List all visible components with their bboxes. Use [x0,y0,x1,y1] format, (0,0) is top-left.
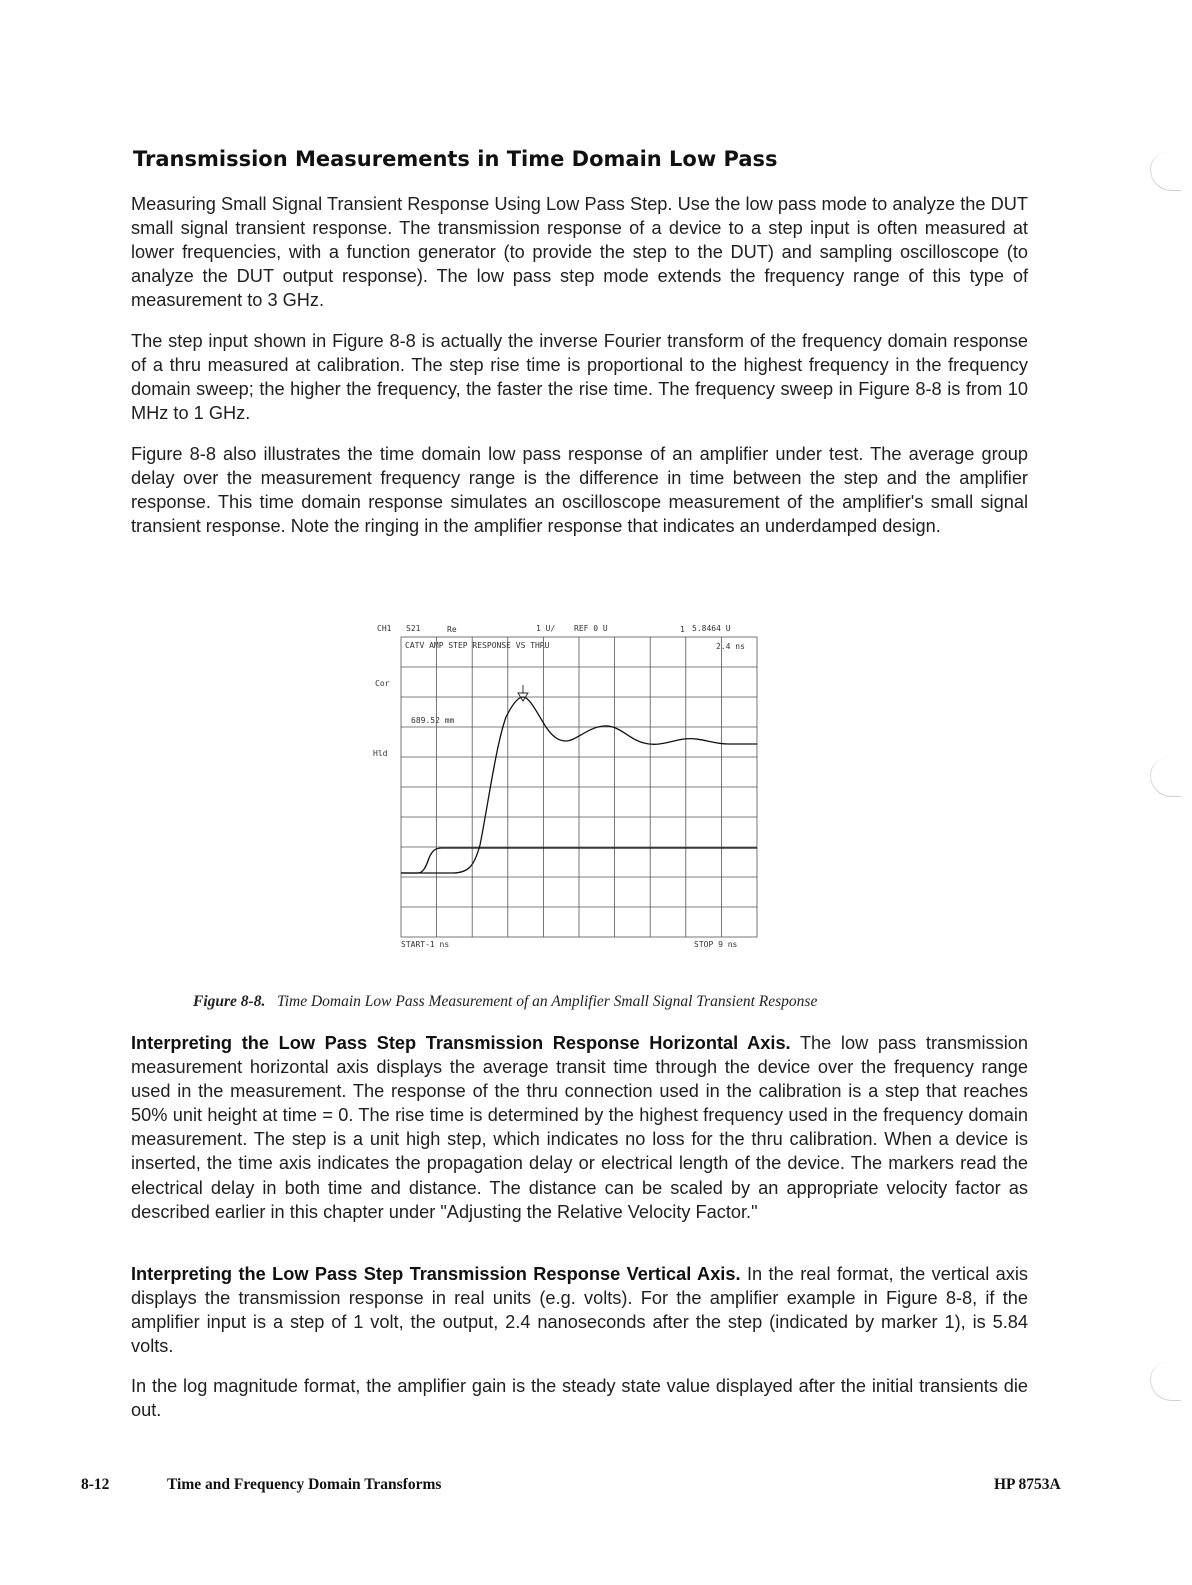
distance-label: 689.52 mm [411,716,455,725]
ref-label: REF 0 U [574,624,608,633]
caption-number: Figure 8-8. [193,993,266,1010]
cor-annotation: Cor [375,679,390,688]
paragraph-intro: Measuring Small Signal Transient Response Using Low Pass Step. Use the low pass mode to analyze the DUT small signal transient response. The transmission response of a device to a step input is often measured at lower frequencies, with a function generator (to provide the step to the DUT) and sampling oscilloscope (to analyze the DUT output response). The low pass step mode extends the frequency range of this type of measurement to 3 GHz. [131,194,1028,311]
stop-label: STOP 9 ns [694,940,738,949]
paragraph-step-input: The step input shown in Figure 8-8 is actually the inverse Fourier transform of the frequency domain response of a thru measured at calibration. The step rise time is proportional to the highest frequency in the frequency domain sweep; the higher the frequency, the faster the rise time. The frequency sweep in Figure 8-8 is from 10 MHz to 1 GHz. [131,331,1028,424]
marker-value: 5.8464 U [692,624,731,633]
graticule [401,637,757,937]
vertical-axis-heading: Interpreting the Low Pass Step Transmission Response Vertical Axis. [131,1264,741,1284]
vertical-axis-body: In the real format, the vertical axis displays the transmission response in real units (e.g. volts). For the amplifier example in Figure 8-8, if the amplifier input is a step of 1 volt, the output, 2.4 nanoseconds after the step (indicated by marker 1), is 5.84 volts. [131,1264,1028,1357]
footer-chapter: Time and Frequency Domain Transforms [167,1476,442,1493]
channel-label: CH1 [377,624,392,633]
page-title: Transmission Measurements in Time Domain Low Pass [133,147,778,171]
figure-caption [193,993,993,1011]
trace-title: CATV AMP STEP RESPONSE VS THRU [405,641,550,650]
hld-annotation: Hld [373,749,388,758]
marker-time: 2.4 ns [716,642,745,651]
format-label: Re [447,625,457,634]
paragraph-vertical-axis [131,1262,1028,1358]
paragraph-amplifier-response: Figure 8-8 also illustrates the time domain low pass response of an amplifier under test. The average group delay over the measurement frequency range is the difference in time between the step and the amplifier response. This time domain response simulates an oscilloscope measurement of the amplifier's small signal transient response. Note the ringing in the amplifier response that indicates an underdamped design. [131,444,1028,537]
horizontal-axis-heading: Interpreting the Low Pass Step Transmission Response Horizontal Axis. [131,1033,791,1053]
binder-hole-top [1150,152,1181,191]
paragraph-horizontal-axis [131,1031,1028,1224]
footer-product: HP 8753A [994,1476,1061,1493]
time-domain-figure [360,615,780,960]
caption-text: Time Domain Low Pass Measurement of an Amplifier Small Signal Transient Response [276,993,818,1010]
binder-hole-middle [1150,758,1181,797]
marker-symbol: 1 [680,625,685,634]
param-label: S21 [406,624,421,633]
scale-label: 1 U/ [536,624,556,633]
binder-hole-bottom [1150,1362,1181,1401]
start-label: START-1 ns [401,940,450,949]
horizontal-axis-body: The low pass transmission measurement horizontal axis displays the average transit time through the device over the frequency range used in the measurement. The response of the thru connection used in the calibration is a step that reaches 50% unit height at time = 0. The rise time is determined by the highest frequency used in the frequency domain measurement. The step is a unit high step, which indicates no loss for the thru calibration. When a device is inserted, the time axis indicates the propagation delay or electrical length of the device. The markers read the electrical delay in both time and distance. The distance can be scaled by an appropriate velocity factor as described earlier in this chapter under "Adjusting the Relative Velocity Factor." [131,1033,1029,1222]
paragraph-log-magnitude: In the log magnitude format, the amplifier gain is the steady state value displayed after the initial transients die out. [131,1376,1028,1421]
footer-page-number: 8-12 [81,1476,110,1493]
